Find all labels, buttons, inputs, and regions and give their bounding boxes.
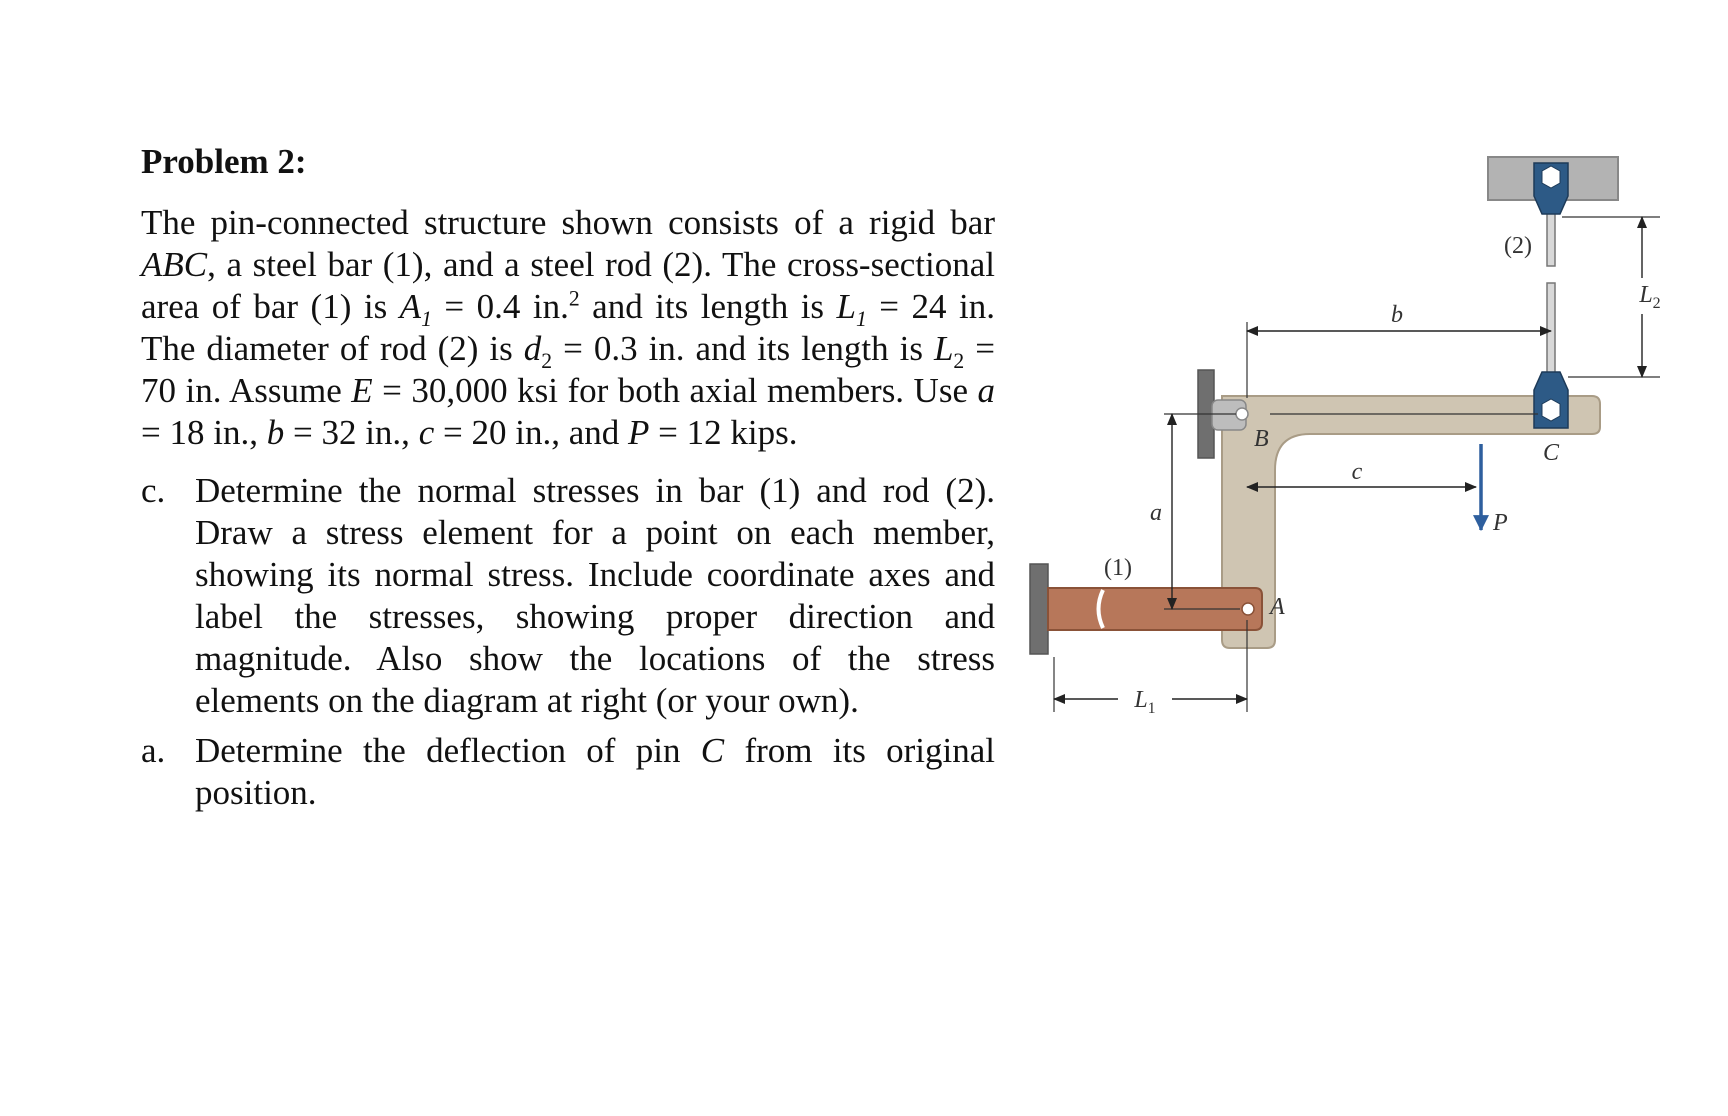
task-marker-a: a. [141,731,166,770]
dim-label-l2-sub: 2 [1652,295,1661,312]
text-run: The pin-connected structure shown consists of a rigid bar [141,203,995,242]
text-run: 2 [953,349,965,373]
task-item-a [141,730,995,814]
text-run: = 30,000 ksi for both axial members. Use [372,371,978,410]
text-run: a [977,371,995,410]
pin-a-icon [1242,603,1254,615]
dim-label-l1-letter: L [1134,687,1148,713]
text-run: = 20 in., and [434,413,628,452]
text-run: C [700,731,725,770]
pin-b-icon [1236,408,1248,420]
text-run: = 18 in., [141,413,267,452]
dim-label-l1-sub: 1 [1147,700,1156,717]
pin-top-icon [1542,166,1560,188]
pin-label-c: C [1542,440,1560,466]
text-run: = 0.3 in. and its length is [552,329,934,368]
text-run: A [399,287,422,326]
task-marker-c: c. [141,471,166,510]
task-list [141,470,995,814]
text-run: b [266,413,285,452]
text-run: Determine the deflection of pin [195,731,701,770]
text-run: E [351,371,373,410]
text-run: c [418,413,435,452]
text-run: ABC [141,245,208,284]
member-label-2: (2) [1504,233,1532,259]
text-run: 1 [855,307,867,331]
text-run: = 24 in. The diameter of rod (2) is [141,287,995,368]
text-run: and its length is [579,287,837,326]
member-label-1: (1) [1104,555,1132,581]
text-run: from its original position. [195,731,996,812]
rod-2-lower [1547,283,1555,373]
text-run: d [523,329,542,368]
text-run: , a steel bar (1), and a steel rod (2). The cross-sectional area of bar (1) is [141,245,995,326]
text-run: P [627,413,650,452]
load-label-p: P [1493,510,1508,536]
task-text-a [195,731,995,812]
text-run: L [836,287,856,326]
pin-c-icon [1542,399,1560,421]
wall-support-left [1030,564,1048,654]
structure-diagram [1010,140,1670,720]
problem-statement [141,202,995,454]
dim-label-b: b [1391,302,1403,328]
text-run: 2 [568,286,580,311]
rod-2-upper [1547,206,1555,266]
pin-label-a: A [1270,594,1285,620]
dim-label-c: c [1351,459,1363,485]
text-run: L [933,329,954,368]
text-run: = 32 in., [284,413,419,452]
text-run: 2 [541,349,553,373]
dim-label-l2-letter: L [1639,282,1653,308]
task-text-c [195,471,995,720]
task-item-c [141,470,995,722]
dim-label-l1 [1133,687,1155,717]
dim-label-a: a [1150,500,1162,526]
text-run: = 70 in. Assume [141,329,995,410]
text-run: Determine the normal stresses in bar (1) and rod (2). Draw a stress element for a point on each member, showing its normal stress. Include coordinate axes and label the stresses, showing proper direction and magnitude. Also show the locations of the stress elements on the diagram at right (or your own). [195,471,995,720]
text-run: 1 [421,307,432,331]
problem-title: Problem 2: [141,142,307,181]
text-run: = 12 kips. [649,413,798,452]
dim-label-l2 [1638,282,1660,312]
pin-label-b: B [1254,426,1269,452]
text-run: = 0.4 in. [431,287,569,326]
